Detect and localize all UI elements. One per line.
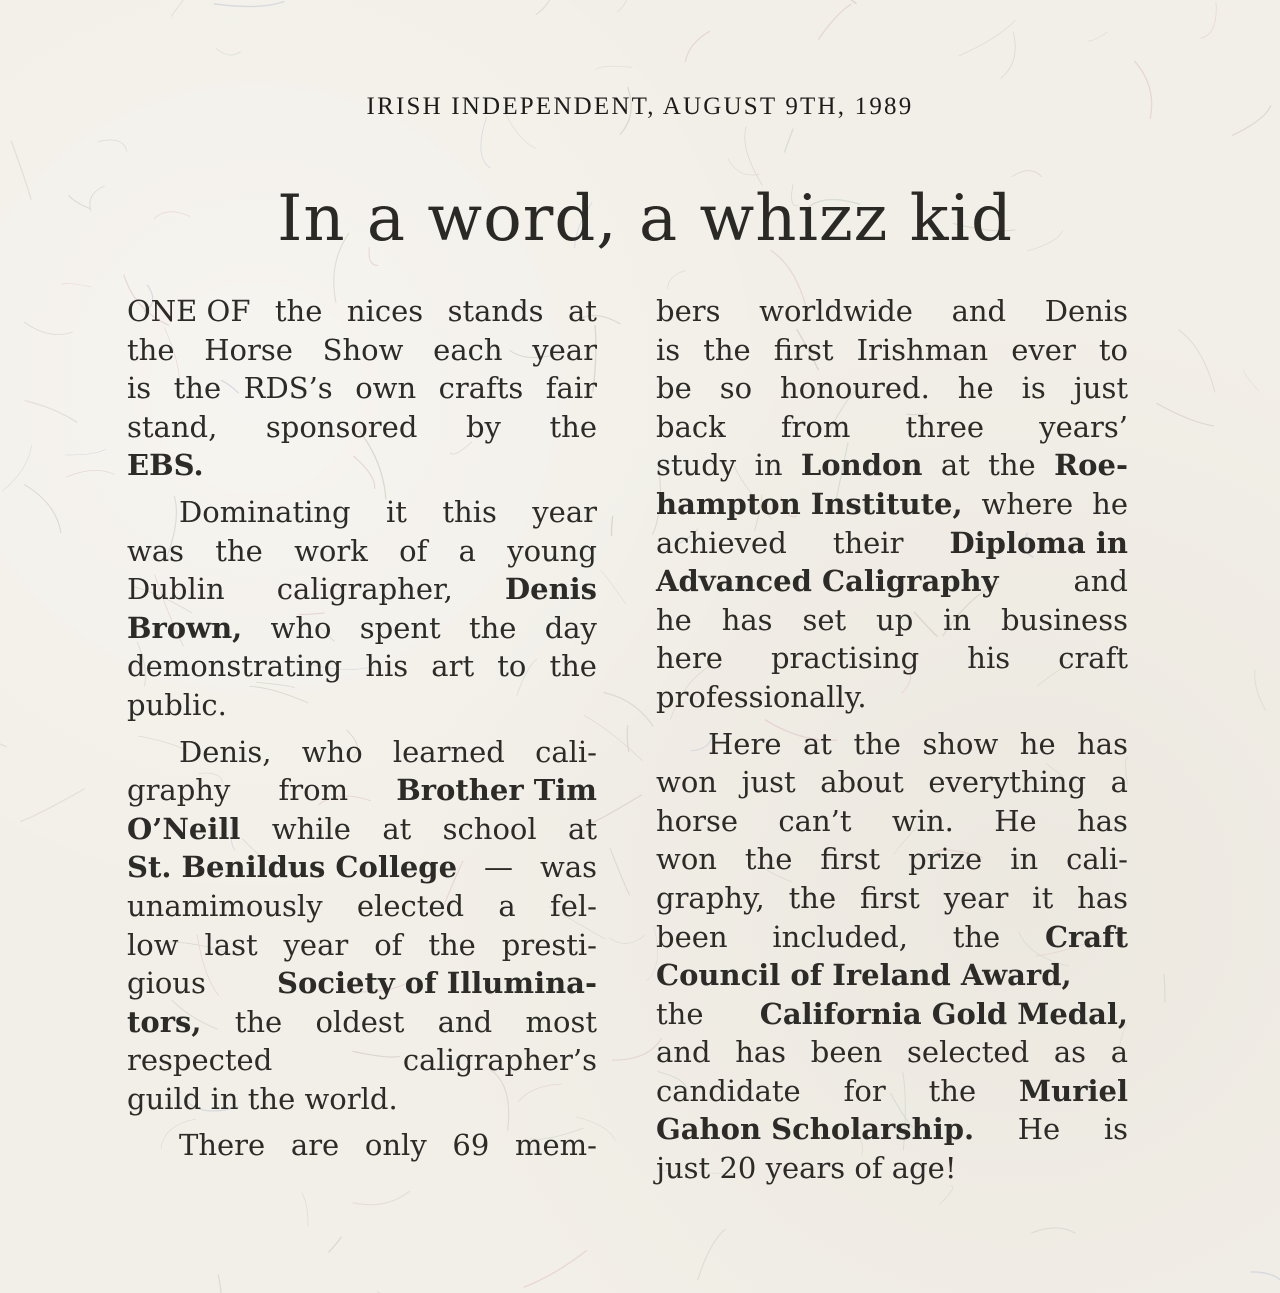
article-text: cali- — [1066, 842, 1128, 877]
article-text: caligrapher’s — [402, 1043, 597, 1078]
article-text: Dublin — [127, 572, 225, 607]
article-text: craft — [1058, 641, 1128, 676]
article-line — [127, 532, 597, 571]
article-text: is — [1103, 1112, 1128, 1147]
headline: In a word, a whizz kid — [277, 182, 1013, 256]
article-text: practising — [770, 641, 920, 676]
article-text: to — [1098, 332, 1128, 367]
article-text: a — [458, 533, 476, 568]
article-text: the — [928, 1073, 977, 1108]
article-text: has — [1077, 726, 1128, 761]
article-text: prize — [908, 842, 983, 877]
article-text: the — [247, 1081, 296, 1116]
article-line — [127, 408, 597, 447]
article-text: 20 — [719, 1151, 757, 1186]
article-text: while — [271, 811, 351, 846]
bold-text: Society of Illumina- — [277, 966, 597, 1001]
article-text: work — [294, 533, 368, 568]
article-text: and — [1073, 564, 1128, 599]
article-text: a — [498, 888, 516, 923]
article-text: a — [1110, 1035, 1128, 1070]
article-text: first — [773, 332, 834, 367]
article-text: Dominating — [179, 494, 351, 529]
article-text: years — [765, 1151, 846, 1186]
article-text: art — [431, 649, 475, 684]
article-text: study — [656, 448, 737, 483]
article-text: — — [484, 850, 514, 885]
article-text: public. — [127, 687, 227, 722]
article-text: won — [656, 842, 717, 877]
article-text: just — [656, 1151, 711, 1186]
article-text: can’t — [778, 803, 852, 838]
article-text: Denis — [1044, 294, 1128, 328]
article-text: is — [127, 371, 152, 406]
article-text: sponsored — [265, 409, 418, 444]
article-line — [656, 678, 1128, 717]
article-text: stands — [447, 294, 544, 328]
article-line — [656, 292, 1128, 331]
article-line — [127, 686, 597, 725]
article-text: a — [1110, 765, 1128, 800]
article-text: has — [1077, 880, 1128, 915]
article-text: he — [1019, 726, 1056, 761]
bold-text: Diploma in — [949, 525, 1128, 560]
article-text: the — [215, 533, 263, 568]
article-line — [127, 609, 597, 648]
bold-text: O’Neill — [127, 811, 241, 846]
bold-text: Advanced Caligraphy — [656, 564, 999, 599]
article-text: so — [719, 371, 753, 406]
article-text: it — [386, 494, 407, 529]
article-text: his — [967, 641, 1011, 676]
article-text: year — [532, 332, 597, 367]
article-text: ONE OF — [127, 294, 251, 328]
bold-text: Gahon Scholarship. — [656, 1112, 975, 1147]
article-line — [127, 647, 597, 686]
article-line — [656, 485, 1128, 524]
article-text: here — [656, 641, 723, 676]
article-line — [656, 446, 1128, 485]
article-text: at — [940, 448, 970, 483]
article-text: everything — [928, 765, 1087, 800]
article-line — [656, 879, 1128, 918]
article-line — [127, 1041, 597, 1080]
article-text: 69 — [452, 1128, 490, 1163]
article-text: for — [843, 1073, 886, 1108]
article-text: from — [780, 409, 851, 444]
article-text: day — [544, 610, 597, 645]
article-text: selected — [907, 1035, 1030, 1070]
bold-text: Brother Tim — [396, 773, 597, 808]
article-line — [656, 995, 1128, 1034]
article-text: as — [1053, 1035, 1086, 1070]
article-text: has — [1077, 803, 1128, 838]
article-text: year — [532, 494, 597, 529]
article-column-left — [127, 292, 597, 1165]
article-text: and — [656, 1035, 711, 1070]
article-line — [127, 926, 597, 965]
article-line — [656, 840, 1128, 879]
article-text: the — [549, 649, 597, 684]
article-text: guild — [127, 1081, 202, 1116]
article-line — [127, 331, 597, 370]
article-text: cali- — [535, 734, 597, 769]
bold-text: Roe- — [1054, 448, 1128, 483]
article-text: fel- — [549, 888, 597, 923]
article-text: three — [905, 409, 985, 444]
article-text: unamimously — [127, 888, 323, 923]
article-line — [127, 771, 597, 810]
bold-text: EBS. — [127, 448, 204, 483]
article-line — [127, 887, 597, 926]
article-text: in — [1010, 842, 1039, 877]
article-line — [127, 733, 597, 772]
article-text: nices — [346, 294, 424, 328]
bold-text: California Gold Medal, — [759, 996, 1128, 1031]
article-line — [656, 763, 1128, 802]
article-text: been — [656, 919, 728, 954]
bold-text: St. Benildus College — [127, 850, 458, 885]
bold-text: hampton Institute, — [656, 486, 963, 521]
article-text: the — [468, 610, 517, 645]
article-text: from — [278, 773, 349, 808]
article-line — [656, 369, 1128, 408]
article-text: back — [656, 409, 726, 444]
article-text: the — [988, 448, 1036, 483]
article-text: age! — [891, 1151, 957, 1186]
article-text: first — [820, 842, 881, 877]
article-text: up — [876, 602, 914, 637]
article-text: most — [525, 1004, 597, 1039]
article-text: last — [204, 927, 258, 962]
article-text: are — [290, 1128, 340, 1163]
bold-text: Muriel — [1019, 1073, 1128, 1108]
bold-text: Craft — [1044, 919, 1128, 954]
article-text: gious — [127, 966, 206, 1001]
article-text: won — [656, 765, 717, 800]
article-line — [127, 964, 597, 1003]
article-text: in — [210, 1081, 239, 1116]
article-text: achieved — [656, 525, 787, 560]
article-text: is — [1021, 371, 1046, 406]
article-text: business — [1000, 602, 1128, 637]
article-text: at — [382, 811, 412, 846]
article-line — [656, 1033, 1128, 1072]
article-text: who — [301, 734, 363, 769]
article-text: included, — [772, 919, 908, 954]
article-line — [656, 956, 1128, 995]
article-text: candidate — [656, 1073, 801, 1108]
article-text: He — [1017, 1112, 1061, 1147]
article-text: graphy, — [656, 880, 765, 915]
article-line — [127, 1003, 597, 1042]
article-text: each — [433, 332, 503, 367]
article-text: is — [656, 332, 681, 367]
article-text: respected — [127, 1043, 273, 1078]
article-text: he — [1092, 486, 1128, 521]
article-text: the — [703, 332, 751, 367]
article-line — [656, 1072, 1128, 1111]
bold-text: tors, — [127, 1004, 202, 1039]
paragraph-gap — [127, 725, 597, 733]
article-text: year — [283, 927, 349, 962]
article-text: ever — [1011, 332, 1076, 367]
article-line — [656, 1110, 1128, 1149]
article-text: only — [364, 1128, 427, 1163]
article-line — [127, 848, 597, 887]
article-text: at — [802, 726, 832, 761]
article-text: first — [860, 880, 920, 915]
article-text: the — [853, 726, 901, 761]
source-line: IRISH INDEPENDENT, AUGUST 9TH, 1989 — [366, 93, 914, 120]
article-text: just — [1073, 371, 1128, 406]
article-text: and — [437, 1004, 493, 1039]
article-line — [656, 524, 1128, 563]
article-text: the — [428, 927, 476, 962]
article-text: who — [270, 610, 332, 645]
article-text: honoured. — [780, 371, 930, 406]
article-text: their — [832, 525, 904, 560]
article-text: has — [721, 602, 773, 637]
article-line — [127, 570, 597, 609]
article-text: the — [952, 919, 1001, 954]
article-text: he — [957, 371, 994, 406]
article-text: the — [127, 332, 175, 367]
article-text: young — [507, 533, 597, 568]
article-line — [127, 493, 597, 532]
article-text: the — [274, 294, 323, 328]
article-line — [127, 369, 597, 408]
article-text: bers — [656, 294, 721, 328]
article-text: of — [854, 1151, 883, 1186]
article-text: it — [1032, 880, 1054, 915]
article-text: elected — [356, 888, 465, 923]
article-text: the — [234, 1004, 283, 1039]
article-text: mem- — [515, 1128, 597, 1163]
article-text: set — [802, 602, 847, 637]
article-text: He — [994, 803, 1037, 838]
article-text: Denis, — [179, 734, 272, 769]
article-line — [127, 446, 597, 485]
article-text: has — [735, 1035, 787, 1070]
article-line — [656, 725, 1128, 764]
article-line — [127, 292, 597, 331]
article-text: years’ — [1039, 409, 1128, 444]
article-text: horse — [656, 803, 739, 838]
article-line — [656, 639, 1128, 678]
article-text: and — [951, 294, 1007, 328]
article-text: oldest — [315, 1004, 405, 1039]
article-text: this — [442, 494, 497, 529]
article-text: presti- — [501, 927, 597, 962]
article-text: caligrapher, — [276, 572, 453, 607]
article-line — [656, 802, 1128, 841]
article-text: he — [656, 602, 692, 637]
article-text: low — [127, 927, 179, 962]
article-text: by — [465, 409, 501, 444]
article-text: the — [744, 842, 793, 877]
article-text: at — [568, 294, 597, 328]
article-text: been — [810, 1035, 883, 1070]
article-text: Horse — [204, 332, 293, 367]
article-text: his — [365, 649, 409, 684]
article-text: learned — [392, 734, 505, 769]
article-text: fair — [545, 371, 597, 406]
article-column-right — [656, 292, 1128, 1188]
article-text: just — [741, 765, 796, 800]
article-line — [656, 331, 1128, 370]
article-text: was — [127, 533, 184, 568]
article-text: stand, — [127, 409, 218, 444]
article-text: to — [497, 649, 527, 684]
bold-text: Denis — [504, 572, 597, 607]
article-text: about — [820, 765, 904, 800]
article-text: Here — [708, 726, 782, 761]
article-line — [656, 1149, 1128, 1188]
article-line — [656, 408, 1128, 447]
bold-text: Council of Ireland Award, — [656, 958, 1072, 993]
article-text: the — [656, 996, 704, 1031]
article-text: show — [922, 726, 999, 761]
article-text: professionally. — [656, 679, 867, 714]
article-text: own — [355, 371, 417, 406]
article-text: year — [943, 880, 1009, 915]
article-line — [127, 810, 597, 849]
article-line — [656, 601, 1128, 640]
article-text: the — [788, 880, 837, 915]
article-text: RDS’s — [243, 371, 333, 406]
article-text: where — [981, 486, 1074, 521]
article-line — [656, 562, 1128, 601]
article-text: the — [549, 409, 597, 444]
article-text: in — [754, 448, 783, 483]
article-text: spent — [359, 610, 441, 645]
article-text: of — [399, 533, 428, 568]
article-text: in — [943, 602, 972, 637]
article-text: crafts — [438, 371, 524, 406]
article-text: was — [540, 850, 597, 885]
article-text: demonstrating — [127, 649, 343, 684]
article-text: There — [179, 1128, 266, 1163]
paragraph-gap — [127, 485, 597, 493]
article-text: graphy — [127, 773, 231, 808]
article-line — [127, 1080, 597, 1119]
article-text: the — [173, 371, 222, 406]
article-text: school — [442, 811, 537, 846]
bold-text: London — [800, 448, 923, 483]
article-text: Show — [322, 332, 404, 367]
article-text: Irishman — [856, 332, 989, 367]
article-text: win. — [891, 803, 954, 838]
article-text: at — [568, 811, 597, 846]
paragraph-gap — [656, 717, 1128, 725]
bold-text: Brown, — [127, 610, 243, 645]
article-line — [127, 1126, 597, 1165]
article-text: of — [374, 927, 403, 962]
article-line — [656, 918, 1128, 957]
article-text: worldwide — [759, 294, 913, 328]
article-text: be — [656, 371, 692, 406]
paragraph-gap — [127, 1118, 597, 1126]
article-text: world. — [304, 1081, 398, 1116]
